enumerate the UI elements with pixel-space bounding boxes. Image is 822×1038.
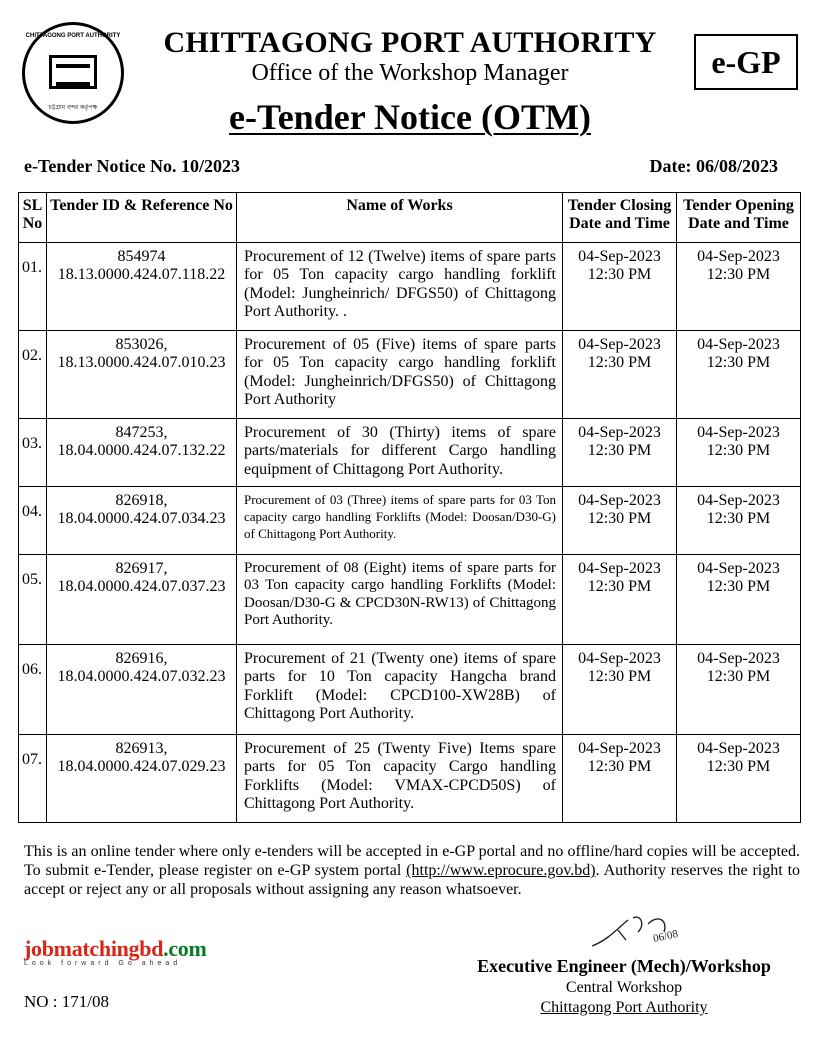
cpa-logo — [22, 22, 124, 124]
closing-time: 12:30 PM — [587, 442, 652, 460]
row-tender-ref — [47, 331, 237, 419]
row-opening — [677, 735, 801, 823]
terms-line-1-end: . — [595, 862, 600, 880]
row-closing — [563, 487, 677, 555]
reference-no: 18.04.0000.424.07.032.23 — [57, 668, 226, 686]
signer-organization: Chittagong Port Authority — [540, 999, 708, 1016]
opening-time: 12:30 PM — [706, 354, 771, 372]
notice-number: e-Tender Notice No. 10/2023 — [24, 156, 240, 176]
header-name-of-works: Name of Works — [237, 193, 563, 243]
row-tender-ref — [47, 243, 237, 331]
row-sl: 05. — [19, 555, 47, 645]
table-row — [19, 331, 801, 419]
opening-date: 04-Sep-2023 — [697, 650, 780, 667]
opening-time: 12:30 PM — [706, 510, 771, 528]
header-sl: SL No — [19, 193, 47, 243]
egp-badge: e-GP — [694, 34, 798, 90]
opening-date: 04-Sep-2023 — [697, 740, 780, 757]
closing-time: 12:30 PM — [587, 758, 652, 776]
closing-time: 12:30 PM — [587, 668, 652, 686]
tender-table — [18, 192, 801, 823]
tender-id: 853026, — [115, 336, 168, 353]
reference-no: 18.04.0000.424.07.132.22 — [57, 442, 226, 460]
table-row — [19, 645, 801, 735]
row-closing — [563, 243, 677, 331]
header-tender-id: Tender ID & Reference No — [47, 193, 237, 243]
watermark-main: jobmatchingbd — [24, 936, 164, 961]
table-row — [19, 243, 801, 331]
reference-number: NO : 171/08 — [24, 992, 109, 1011]
opening-date: 04-Sep-2023 — [697, 560, 780, 577]
tender-id: 847253, — [115, 424, 168, 441]
signature-date: 06/08 — [652, 927, 680, 945]
row-closing — [563, 419, 677, 487]
closing-time: 12:30 PM — [587, 354, 652, 372]
tender-id: 826918, — [115, 492, 168, 509]
row-work: Procurement of 21 (Twenty one) items of spare parts for 10 Ton capacity Hangcha brand Forklift (Model: CPCD100-XW28B) of Chittagong Port Authority. — [237, 645, 563, 735]
closing-time: 12:30 PM — [587, 266, 652, 284]
row-sl: 01. — [19, 243, 47, 331]
row-sl: 06. — [19, 645, 47, 735]
row-work: Procurement of 30 (Thirty) items of spare parts/materials for different Cargo handling equipment of Chittagong Port Authority. — [237, 419, 563, 487]
tender-id: 854974 — [117, 248, 166, 265]
row-closing — [563, 331, 677, 419]
row-opening — [677, 645, 801, 735]
logo-top-text: CHITTAGONG PORT AUTHORITY — [25, 33, 121, 39]
row-closing — [563, 645, 677, 735]
opening-time: 12:30 PM — [706, 578, 771, 596]
row-work: Procurement of 03 (Three) items of spare parts for 03 Ton capacity cargo handling Forklifts (Model: Doosan/D30-G) of Chittagong Port Authority. — [237, 487, 563, 555]
reference-no: 18.04.0000.424.07.029.23 — [57, 758, 226, 776]
opening-time: 12:30 PM — [706, 668, 771, 686]
terms-paragraph — [24, 842, 800, 900]
row-tender-ref — [47, 555, 237, 645]
organization-name: CHITTAGONG PORT AUTHORITY — [163, 26, 657, 59]
watermark-tagline: Look forward Go ahead — [24, 960, 182, 967]
table-row — [19, 419, 801, 487]
logo-emblem-icon — [49, 55, 97, 89]
closing-date: 04-Sep-2023 — [578, 424, 661, 441]
eprocure-link[interactable]: (http://www.eprocure.gov.bd) — [406, 862, 596, 880]
tender-id: 826913, — [115, 740, 168, 757]
row-closing — [563, 555, 677, 645]
closing-date: 04-Sep-2023 — [578, 560, 661, 577]
row-sl: 07. — [19, 735, 47, 823]
row-opening — [677, 555, 801, 645]
opening-date: 04-Sep-2023 — [697, 492, 780, 509]
row-tender-ref — [47, 735, 237, 823]
opening-date: 04-Sep-2023 — [697, 336, 780, 353]
row-work: Procurement of 05 (Five) items of spare parts for 05 Ton capacity cargo handling forklift (Model: Jungheinrich/DFGS50) of Chittagong Port Authority — [237, 331, 563, 419]
row-work: Procurement of 12 (Twelve) items of spare parts for 05 Ton capacity cargo handling forklift (Model: Jungheinrich/ DFGS50) of Chittagong Port Authority. . — [237, 243, 563, 331]
closing-date: 04-Sep-2023 — [578, 492, 661, 509]
closing-time: 12:30 PM — [587, 510, 652, 528]
signer-block — [440, 956, 808, 1017]
row-sl: 02. — [19, 331, 47, 419]
reference-no: 18.13.0000.424.07.010.23 — [57, 354, 226, 372]
office-name: Office of the Workshop Manager — [251, 60, 569, 86]
row-work: Procurement of 25 (Twenty Five) Items spare parts for 05 Ton capacity Cargo handling Forklifts (Model: VMAX-CPCD50S) of Chittagong Port Authority. — [237, 735, 563, 823]
row-sl: 04. — [19, 487, 47, 555]
row-closing — [563, 735, 677, 823]
tender-id: 826916, — [115, 650, 168, 667]
signature-mark — [588, 910, 698, 954]
row-tender-ref — [47, 419, 237, 487]
notice-title — [140, 96, 680, 138]
closing-date: 04-Sep-2023 — [578, 336, 661, 353]
row-work: Procurement of 08 (Eight) items of spare parts for 03 Ton capacity cargo handling Forklifts (Model: Doosan/D30-G & CPCD30N-RW13) of Chittagong Port Authority. — [237, 555, 563, 645]
row-opening — [677, 331, 801, 419]
row-tender-ref — [47, 645, 237, 735]
notice-date: Date: 06/08/2023 — [649, 156, 778, 176]
closing-date: 04-Sep-2023 — [578, 248, 661, 265]
row-sl: 03. — [19, 419, 47, 487]
row-opening — [677, 419, 801, 487]
watermark-logo — [24, 936, 276, 972]
terms-line-2: Authority reserves the right to accept or reject any or all proposals without assigning any reason whatsoever. — [24, 862, 801, 899]
reference-no: 18.04.0000.424.07.037.23 — [57, 578, 226, 596]
signer-title: Executive Engineer (Mech)/Workshop — [477, 956, 771, 976]
reference-no: 18.13.0000.424.07.118.22 — [57, 266, 226, 284]
opening-date: 04-Sep-2023 — [697, 248, 780, 265]
watermark-ext: .com — [163, 936, 207, 961]
tender-id: 826917, — [115, 560, 168, 577]
closing-time: 12:30 PM — [587, 578, 652, 596]
header-opening: Tender Opening Date and Time — [677, 193, 801, 243]
row-opening — [677, 487, 801, 555]
notice-title-text: e-Tender Notice (OTM) — [229, 97, 591, 137]
table-header-row — [19, 193, 801, 243]
opening-time: 12:30 PM — [706, 442, 771, 460]
header-closing: Tender Closing Date and Time — [563, 193, 677, 243]
terms-line-1: This is an online tender where only e-tenders will be accepted in e-GP portal and no offline/hard copies will be accepted. To submit e-Tender, please register on e-GP system portal — [24, 843, 800, 880]
opening-time: 12:30 PM — [706, 758, 771, 776]
reference-no: 18.04.0000.424.07.034.23 — [57, 510, 226, 528]
table-row — [19, 735, 801, 823]
signer-unit: Central Workshop — [565, 979, 683, 996]
logo-bottom-text: চট্টগ্রাম বন্দর কর্তৃপক্ষ — [48, 105, 98, 111]
opening-date: 04-Sep-2023 — [697, 424, 780, 441]
table-row — [19, 555, 801, 645]
row-tender-ref — [47, 487, 237, 555]
row-opening — [677, 243, 801, 331]
closing-date: 04-Sep-2023 — [578, 650, 661, 667]
opening-time: 12:30 PM — [706, 266, 771, 284]
table-row — [19, 487, 801, 555]
closing-date: 04-Sep-2023 — [578, 740, 661, 757]
